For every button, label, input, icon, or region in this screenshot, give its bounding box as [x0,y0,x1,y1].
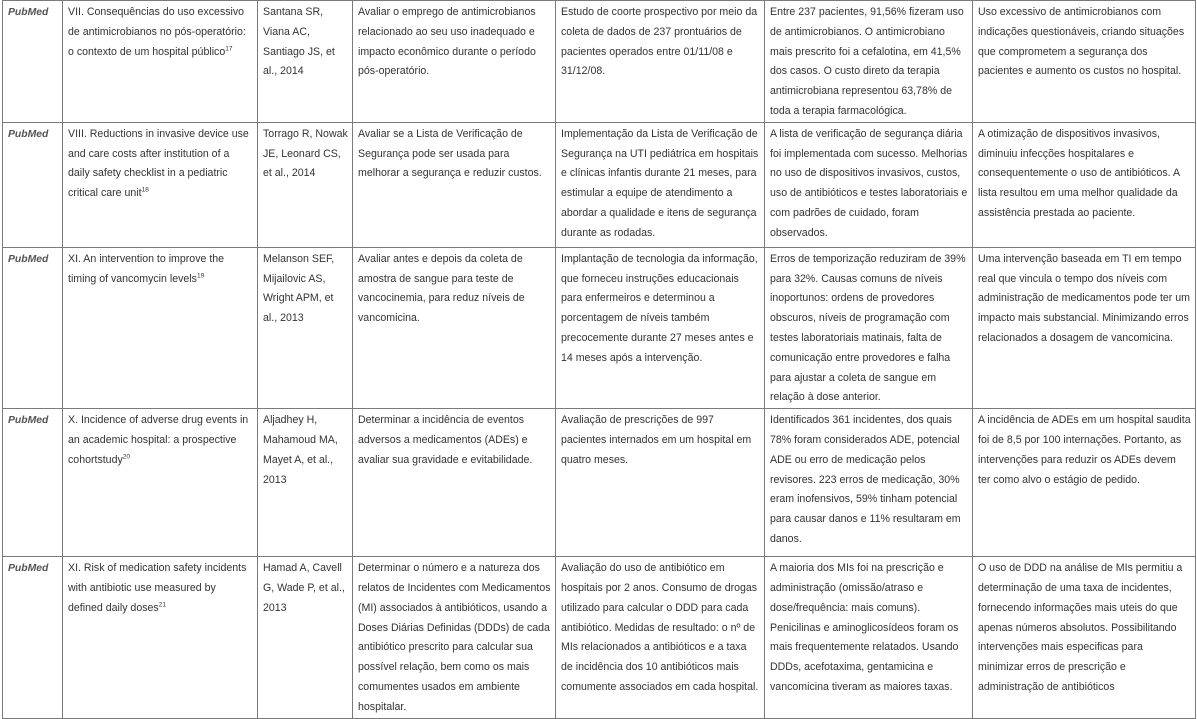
results-cell: Erros de temporização reduziram de 39% para 32%. Causas comuns de níveis inoportunos: ordens de provedores obscuros, níveis de programação com testes laboratoriais matinais, falta de comunicação entre provedores e falha para ajustar a coleta de sangue em relação à dose anterior. [765,247,973,408]
method-cell: Implantação de tecnologia da informação, que forneceu instruções educacionais para enfermeiros e determinou a porcentagem de níveis também precocemente durante 27 meses antes e 14 meses após a intervenção. [556,247,765,408]
method-cell: Avaliação do uso de antibiótico em hospitais por 2 anos. Consumo de drogas utilizado para calcular o DDD para cada antibiótico. Medidas de resultado: o nº de MIs relacionados a antibióticos e a taxa de incidência dos 10 antibióticos mais comumente associados em cada hospital. [556,557,765,718]
database-cell: PubMed [3,557,63,718]
reference-number: 18 [141,186,149,194]
method-cell: Estudo de coorte prospectivo por meio da coleta de dados de 237 prontuários de pacientes operados entre 01/11/08 e 31/12/08. [556,1,765,123]
conclusion-cell: Uso excessivo de antimicrobianos com indicações questionáveis, criando situações que comprometem a segurança dos pacientes e aumento os custos no hospital. [973,1,1196,123]
objective-cell: Avaliar o emprego de antimicrobianos relacionado ao seu uso inadequado e impacto econômico durante o período pós-operatório. [353,1,556,123]
database-cell: PubMed [3,1,63,123]
conclusion-cell: O uso de DDD na análise de MIs permitiu a determinação de uma taxa de incidentes, fornecendo informações mais uteis do que apenas números absolutos. Possibilitando intervenções mais especificas para minimizar erros de prescrição e administração de antibióticos [973,557,1196,718]
reference-number: 19 [196,272,205,280]
conclusion-cell: A otimização de dispositivos invasivos, diminuiu infecções hospitalares e consequentemente o uso de antibióticos. A lista resultou em uma melhor qualidade da assistência prestada ao paciente. [973,122,1196,247]
title-cell [63,1,258,123]
results-cell: A maioria dos MIs foi na prescrição e administração (omissão/atraso e dose/frequência: mais comuns). Penicilinas e aminoglicosídeos foram os mais frequentemente relatados. Usando DDDs, acefotaxima, gentamicina e vancomicina tiveram as maiores taxas. [765,557,973,718]
study-title: X. Incidence of adverse drug events in an academic hospital: a prospective cohortstudy [68,414,249,466]
results-cell: Entre 237 pacientes, 91,56% fizeram uso de antimicrobianos. O antimicrobiano mais prescrito foi a cefalotina, em 41,5% dos casos. O custo direto da terapia antimicrobiana representou 63,78% de toda a terapia farmacológica. [765,1,973,123]
method-cell: Implementação da Lista de Verificação de Segurança na UTI pediátrica em hospitais e clínicas infantis durante 21 meses, para estimular a equipe de atendimento a abordar a qualidade e itens de segurança durante as rodadas. [556,122,765,247]
objective-cell: Determinar o número e a natureza dos relatos de Incidentes com Medicamentos (MI) associados à antibióticos, usando a Doses Diárias Definidas (DDDs) de cada antibiótico prescrito para calcular sua possível relação, bem como os mais comumentes usados em ambiente hospitalar. [353,557,556,718]
authors-cell: Aljadhey H, Mahamoud MA, Mayet A, et al., 2013 [258,409,353,557]
method-cell: Avaliação de prescrições de 997 pacientes internados em um hospital em quatro meses. [556,409,765,557]
studies-table [2,0,1196,719]
table-row [3,409,1196,557]
conclusion-cell: Uma intervenção baseada em TI em tempo real que vincula o tempo dos níveis com administração de medicamentos pode ter um impacto mais substancial. Minimizando erros relacionados a dosagem de vancomicina. [973,247,1196,408]
reference-number: 20 [122,453,130,461]
authors-cell: Torrago R, Nowak JE, Leonard CS, et al., 2014 [258,122,353,247]
table-row [3,247,1196,408]
objective-cell: Avaliar antes e depois da coleta de amostra de sangue para teste de vancocinemia, para reduz níveis de vancomicina. [353,247,556,408]
study-title: XI. Risk of medication safety incidents with antibiotic use measured by defined daily doses [68,562,247,614]
authors-cell: Santana SR, Viana AC, Santiago JS, et al., 2014 [258,1,353,123]
objective-cell: Determinar a incidência de eventos adversos a medicamentos (ADEs) e avaliar sua gravidade e evitabilidade. [353,409,556,557]
conclusion-cell: A incidência de ADEs em um hospital saudita foi de 8,5 por 100 internações. Portanto, as intervenções para reduzir os ADEs devem ter como alvo o estágio de pedido. [973,409,1196,557]
authors-cell: Hamad A, Cavell G, Wade P, et al., 2013 [258,557,353,718]
title-cell [63,247,258,408]
table-row [3,122,1196,247]
study-title: XI. An intervention to improve the timing of vancomycin levels [68,252,225,285]
objective-cell: Avaliar se a Lista de Verificação de Segurança pode ser usada para melhorar a segurança e reduzir custos. [353,122,556,247]
study-title: VIII. Reductions in invasive device use and care costs after institution of a daily safety checklist in a pediatric critical care unit [68,127,249,200]
database-cell: PubMed [3,409,63,557]
reference-number: 21 [158,601,166,609]
results-cell: A lista de verificação de segurança diária foi implementada com sucesso. Melhorias no uso de dispositivos invasivos, custos, uso de antibióticos e testes laboratoriais e com padrões de cuidado, foram observados. [765,122,973,247]
table-row [3,1,1196,123]
database-cell: PubMed [3,247,63,408]
title-cell [63,409,258,557]
title-cell [63,557,258,718]
reference-number: 17 [225,45,233,53]
results-cell: Identificados 361 incidentes, dos quais 78% foram considerados ADE, potencial ADE ou erro de medicação pelos revisores. 223 erros de medicação, 30% eram inofensivos, 59% tinham potencial para causar danos e 11% resultaram em danos. [765,409,973,557]
authors-cell: Melanson SEF, Mijailovic AS, Wright APM, et al., 2013 [258,247,353,408]
database-cell: PubMed [3,122,63,247]
table-row [3,557,1196,718]
title-cell [63,122,258,247]
study-title: VII. Consequências do uso excessivo de antimicrobianos no pós-operatório: o contexto de um hospital público [68,6,246,58]
